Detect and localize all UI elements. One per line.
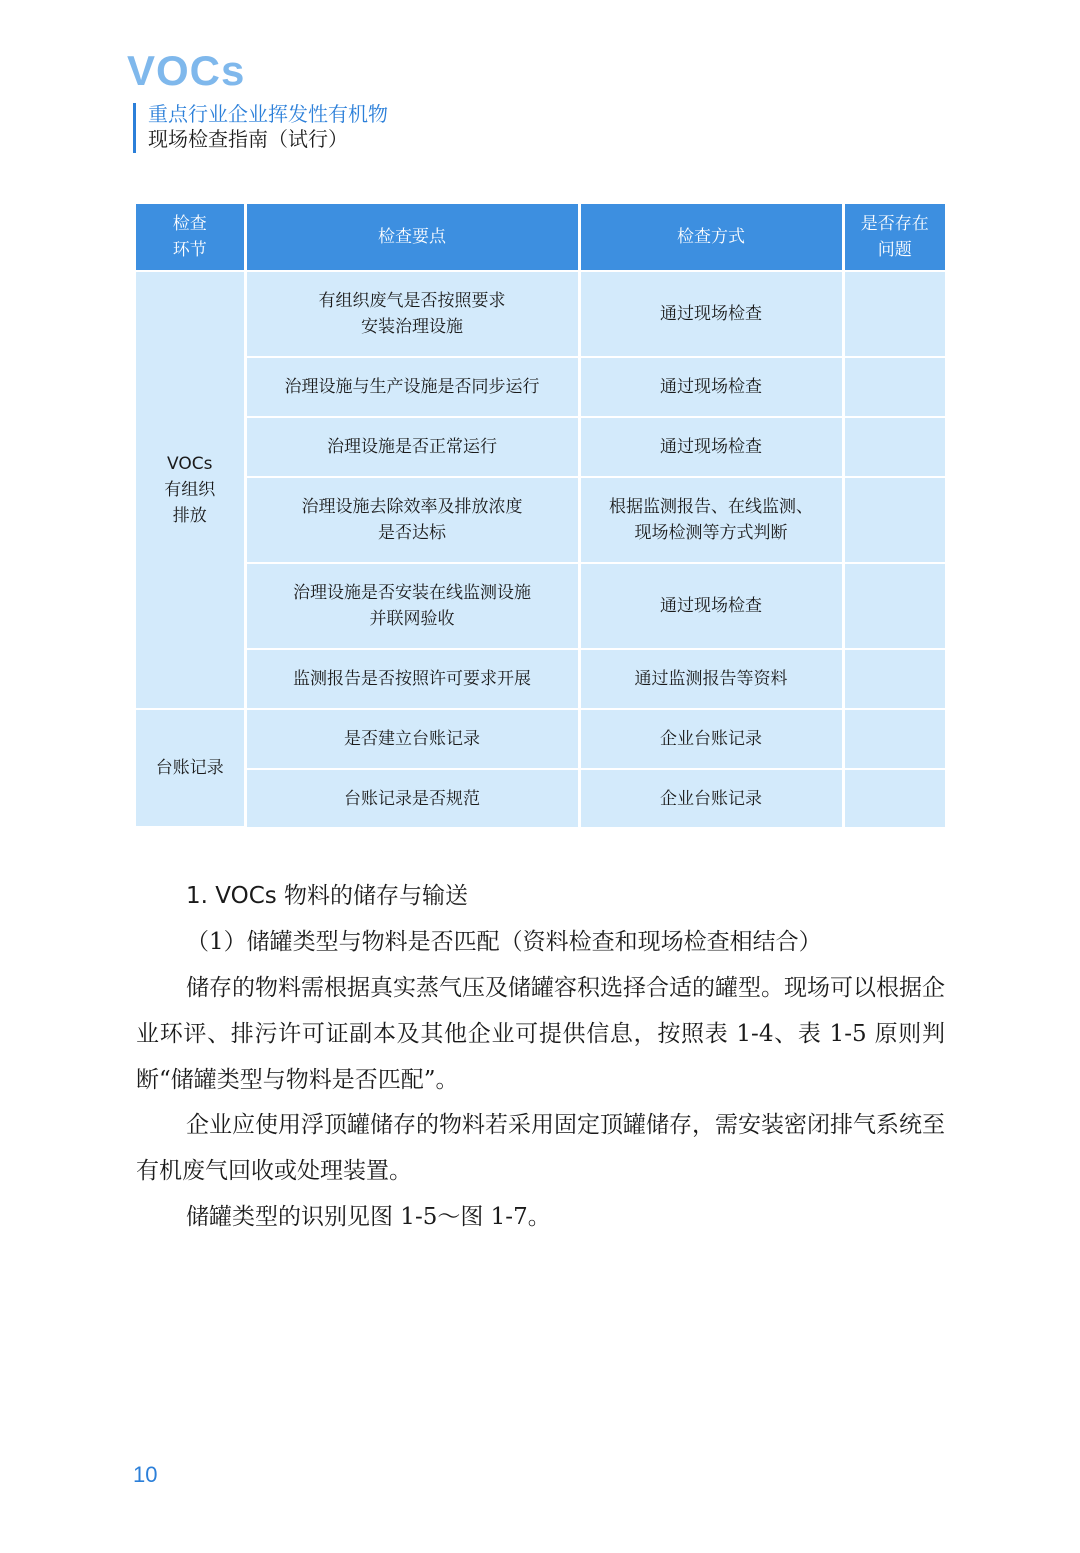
page-number: 10 xyxy=(133,1462,158,1487)
method-cell: 通过现场检查 xyxy=(579,357,843,417)
method-cell: 企业台账记录 xyxy=(579,709,843,769)
table-header-row xyxy=(136,204,945,271)
section-heading: 1. VOCs 物料的储存与输送 xyxy=(186,883,469,909)
point-cell: 治理设施是否正常运行 xyxy=(245,417,579,477)
issue-cell xyxy=(843,417,945,477)
table-row xyxy=(136,709,945,769)
issue-cell xyxy=(843,357,945,417)
table-row xyxy=(136,563,945,649)
issue-cell xyxy=(843,271,945,357)
stage-cell: 台账记录 xyxy=(136,709,245,827)
method-cell: 通过监测报告等资料 xyxy=(579,649,843,709)
header-subtitle-line1: 重点行业企业挥发性有机物 xyxy=(148,102,388,126)
point-cell: 治理设施去除效率及排放浓度 是否达标 xyxy=(245,477,579,563)
point-cell: 监测报告是否按照许可要求开展 xyxy=(245,649,579,709)
header-cell-method: 检查方式 xyxy=(579,204,843,271)
header-subtitle-line2: 现场检查指南（试行） xyxy=(148,127,348,151)
header-accent-bar xyxy=(133,103,136,153)
header-cell-stage: 检查 环节 xyxy=(136,204,245,271)
issue-cell xyxy=(843,769,945,827)
table-row xyxy=(136,649,945,709)
issue-cell xyxy=(843,709,945,769)
issue-cell xyxy=(843,477,945,563)
body-paragraph: 储罐类型的识别见图 1-5～图 1-7。 xyxy=(186,1204,551,1230)
method-cell: 通过现场检查 xyxy=(579,417,843,477)
point-cell: 台账记录是否规范 xyxy=(245,769,579,827)
point-cell: 治理设施是否安装在线监测设施 并联网验收 xyxy=(245,563,579,649)
stage-cell: VOCs 有组织 排放 xyxy=(136,271,245,709)
header-cell-issue: 是否存在 问题 xyxy=(843,204,945,271)
method-cell: 通过现场检查 xyxy=(579,271,843,357)
table-row xyxy=(136,357,945,417)
method-cell: 企业台账记录 xyxy=(579,769,843,827)
table-row xyxy=(136,417,945,477)
point-cell: 治理设施与生产设施是否同步运行 xyxy=(245,357,579,417)
point-cell: 是否建立台账记录 xyxy=(245,709,579,769)
body-paragraph: 企业应使用浮顶罐储存的物料若采用固定顶罐储存，需安装密闭排气系统至有机废气回收或处理装置。 xyxy=(136,1112,945,1184)
point-cell: 有组织废气是否按照要求 安装治理设施 xyxy=(245,271,579,357)
inspection-table xyxy=(136,204,945,828)
header-cell-point: 检查要点 xyxy=(245,204,579,271)
issue-cell xyxy=(843,649,945,709)
method-cell: 根据监测报告、在线监测、 现场检测等方式判断 xyxy=(579,477,843,563)
header-logo: VOCs xyxy=(127,47,246,94)
subsection-heading: （1）储罐类型与物料是否匹配（资料检查和现场检查相结合） xyxy=(186,929,822,955)
table-row xyxy=(136,477,945,563)
method-cell: 通过现场检查 xyxy=(579,563,843,649)
table-row xyxy=(136,271,945,357)
table-row xyxy=(136,769,945,827)
issue-cell xyxy=(843,563,945,649)
body-paragraph: 储存的物料需根据真实蒸气压及储罐容积选择合适的罐型。现场可以根据企业环评、排污许可证副本及其他企业可提供信息，按照表 1-4、表 1-5 原则判断“储罐类型与物料是否匹配”。 xyxy=(136,975,945,1093)
